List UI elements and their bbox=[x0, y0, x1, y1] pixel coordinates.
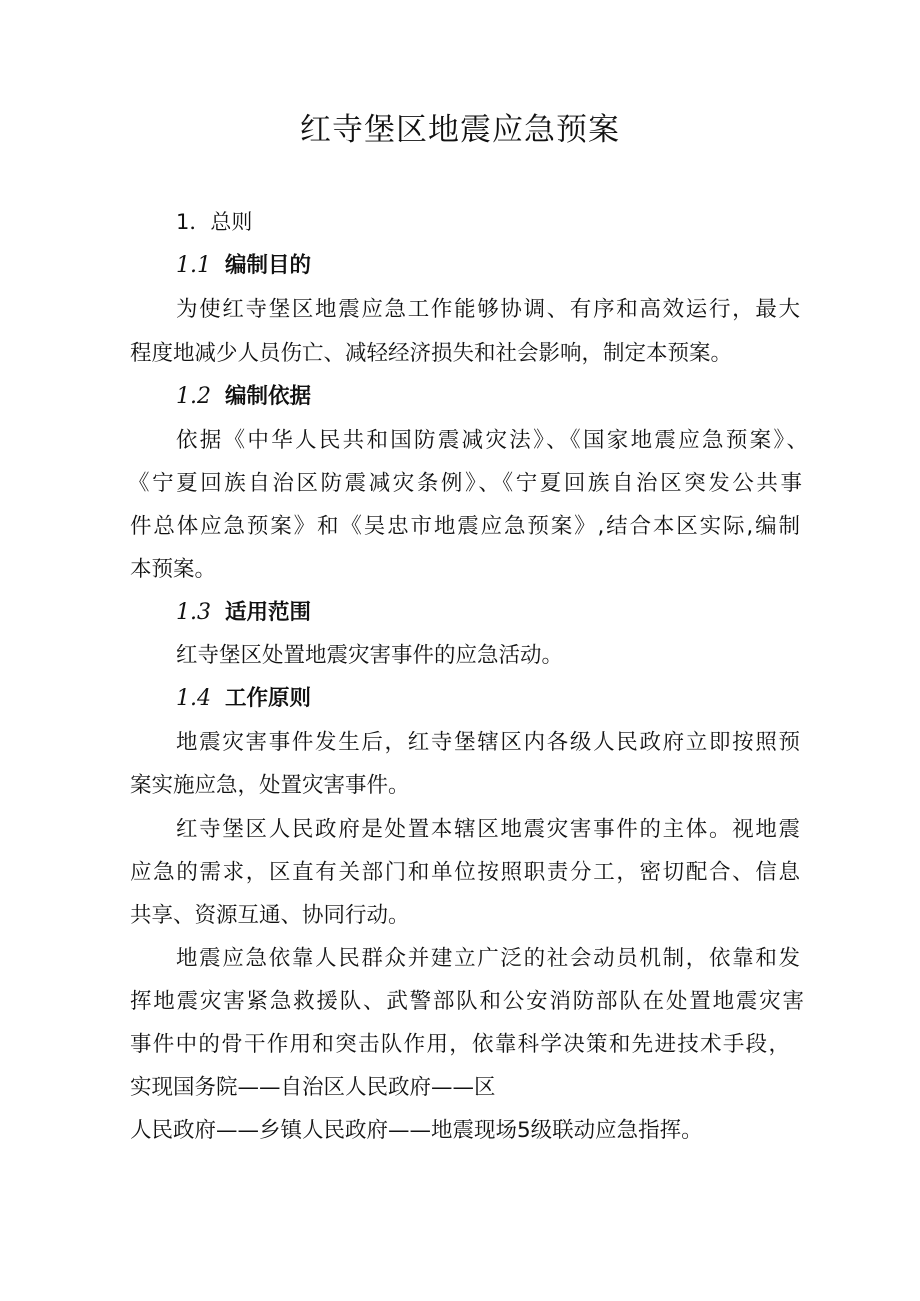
paragraph-line: 红寺堡区处置地震灾害事件的应急活动。 bbox=[176, 643, 564, 668]
document-title: 红寺堡区地震应急预案 bbox=[300, 112, 620, 148]
paragraph-line: 案实施应急，处置灾害事件。 bbox=[130, 773, 410, 798]
section-number: 1.3 bbox=[176, 600, 211, 625]
paragraph-line: 件总体应急预案》和《吴忠市地震应急预案》,结合本区实际,编制 bbox=[130, 514, 800, 539]
section-1-3-heading bbox=[176, 598, 311, 628]
section-title: 适用范围 bbox=[225, 600, 312, 625]
section-1-2-heading bbox=[176, 382, 311, 412]
paragraph-line: 程度地减少人员伤亡、减轻经济损失和社会影响，制定本预案。 bbox=[130, 341, 733, 366]
paragraph-line: 共享、资源互通、协同行动。 bbox=[130, 903, 410, 928]
section-1-1-heading bbox=[176, 251, 311, 281]
paragraph-line: 挥地震灾害紧急救援队、武警部队和公安消防部队在处置地震灾害 bbox=[130, 989, 804, 1014]
paragraph-line: 应急的需求，区直有关部门和单位按照职责分工，密切配合、信息 bbox=[130, 860, 800, 885]
paragraph-line: 事件中的骨干作用和突击队作用，依靠科学决策和先进技术手段， bbox=[130, 1032, 790, 1057]
heading-general: 1．总则 bbox=[176, 210, 253, 234]
paragraph-line: 人民政府——乡镇人民政府——地震现场5级联动应急指挥。 bbox=[130, 1118, 703, 1143]
section-title: 编制目的 bbox=[225, 253, 312, 278]
section-title: 编制依据 bbox=[225, 384, 312, 409]
paragraph-line: 实现国务院——自治区人民政府——区 bbox=[130, 1075, 496, 1100]
paragraph-line: 《宁夏回族自治区防震减灾条例》、《宁夏回族自治区突发公共事 bbox=[128, 471, 802, 496]
paragraph-line: 为使红寺堡区地震应急工作能够协调、有序和高效运行，最大 bbox=[176, 297, 800, 322]
section-number: 1.4 bbox=[176, 686, 211, 711]
paragraph-line: 地震灾害事件发生后，红寺堡辖区内各级人民政府立即按照预 bbox=[176, 730, 800, 755]
paragraph-line: 本预案。 bbox=[130, 557, 217, 582]
section-number: 1.1 bbox=[176, 253, 211, 278]
section-1-4-heading bbox=[176, 684, 311, 714]
paragraph-line: 地震应急依靠人民群众并建立广泛的社会动员机制，依靠和发 bbox=[176, 946, 800, 971]
paragraph-line: 红寺堡区人民政府是处置本辖区地震灾害事件的主体。视地震 bbox=[176, 817, 800, 842]
paragraph-line: 依据《中华人民共和国防震减灾法》、《国家地震应急预案》、 bbox=[176, 428, 808, 453]
section-title: 工作原则 bbox=[225, 686, 312, 711]
section-number: 1.2 bbox=[176, 384, 211, 409]
